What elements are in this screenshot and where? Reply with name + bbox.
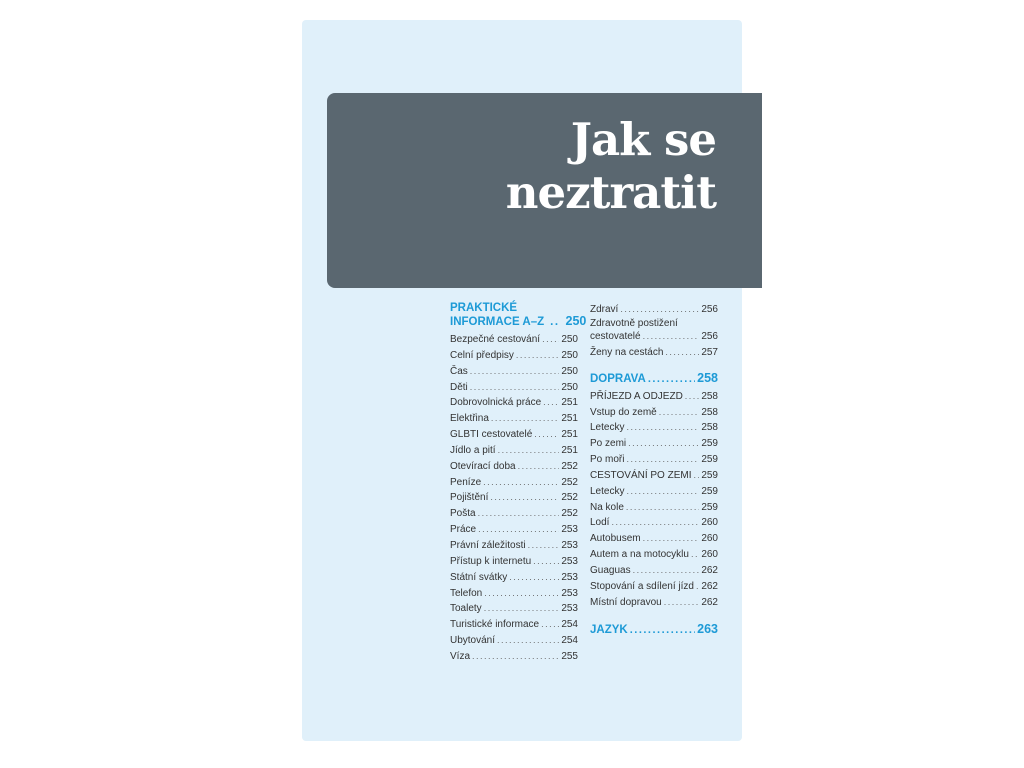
toc-dot-leader [543,395,559,410]
toc-entry-label: Děti [450,381,468,393]
toc-entry-label: Jídlo a pití [450,444,496,456]
toc-entry-page: 255 [561,650,578,662]
toc-entry-label: Celní předpisy [450,349,514,361]
toc-dot-leader [630,624,695,637]
toc-entry-label: Vstup do země [590,406,657,418]
toc-entry-label: Lodí [590,517,610,529]
toc-section-heading-line-1: PRAKTICKÉ [450,302,518,314]
toc-entry-page: 250 [561,349,578,361]
toc-entry[interactable] [590,563,718,579]
toc-entry-page: 259 [701,454,718,466]
toc-dot-leader [478,522,559,537]
toc-entry[interactable] [450,443,578,459]
toc-dot-leader [528,538,560,553]
toc-entry-label: GLBTI cestovatelé [450,429,533,441]
toc-dot-leader [626,484,699,499]
toc-entry[interactable] [590,515,718,531]
toc-entry-page: 250 [561,334,578,345]
toc-entry-label: Letecky [590,485,625,497]
toc-dot-leader [483,475,559,490]
toc-dot-leader [626,500,699,515]
toc-entry-page: 252 [561,492,578,504]
toc-entry-label: Na kole [590,501,624,513]
toc-entry-label: Stopování a sdílení jízd [590,580,694,592]
toc-entry-label-line-2: cestovatelé [590,330,641,342]
toc-entry-label: Autem a na motocyklu [590,549,689,561]
toc-entry-page: 259 [701,438,718,450]
toc-entry-page: 262 [701,564,718,576]
toc-dot-leader [620,302,699,317]
toc-entry-label: Místní dopravou [590,596,662,608]
toc-dot-leader [643,531,700,546]
toc-dot-leader [626,452,699,467]
toc-entry[interactable] [450,348,578,364]
toc-entry-label: Telefon [450,587,483,599]
toc-entry-label: Bezpečné cestování [450,334,541,345]
toc-entry[interactable] [450,411,578,427]
toc-entry[interactable] [590,302,718,318]
toc-section-page: 250 [565,314,587,328]
toc-dot-leader [470,364,560,379]
toc-entry[interactable] [590,547,718,563]
toc-entry-label: Čas [450,365,468,377]
toc-dot-leader [633,563,700,578]
toc-entry-page: 259 [701,501,718,513]
toc-entry[interactable] [450,538,578,554]
toc-entry[interactable] [450,522,578,538]
toc-dot-leader [484,601,560,616]
toc-entry-page: 260 [701,549,718,561]
toc-section-transport[interactable] [590,372,718,386]
toc-entry[interactable] [590,420,718,436]
toc-dot-leader [484,586,559,601]
toc-entry-label: Ubytování [450,635,496,647]
toc-entry[interactable] [450,490,578,506]
toc-entry[interactable] [450,649,578,665]
toc-entry[interactable] [450,332,578,348]
toc-entry[interactable] [590,468,718,484]
toc-dot-leader [478,506,560,521]
toc-entry[interactable] [450,506,578,522]
toc-dot-leader [611,515,699,530]
toc-entry-label: Toalety [450,603,482,615]
toc-entry-label: CESTOVÁNÍ PO ZEMI [590,469,692,481]
toc-entry-page: 251 [561,444,578,456]
toc-entry-label: Elektřina [450,413,489,425]
toc-entry-page: 253 [561,539,578,551]
toc-entry-list [590,389,718,611]
toc-entry-page: 253 [561,524,578,536]
toc-dot-leader [472,649,559,664]
toc-column-left [450,302,587,665]
toc-column-right [590,302,718,640]
toc-dot-leader [516,348,559,363]
toc-dot-leader [664,595,700,610]
toc-dot-leader [490,490,559,505]
toc-section-language[interactable] [590,623,718,637]
toc-entry-label: Autobusem [590,533,641,545]
toc-entry[interactable] [450,395,578,411]
toc-entry-label: Guaguas [590,564,631,576]
toc-entry[interactable] [590,531,718,547]
toc-entry-page: 259 [701,469,718,481]
toc-entry-page: 250 [561,365,578,377]
toc-dot-leader [541,617,559,632]
toc-dot-leader [694,468,700,483]
toc-entry[interactable] [450,427,578,443]
toc-entry-page: 256 [701,304,718,315]
toc-dot-leader [534,427,559,442]
toc-entry-list [450,332,578,665]
toc-dot-leader [498,443,560,458]
toc-entry-page: 260 [701,517,718,529]
toc-entry-page: 251 [561,413,578,425]
toc-entry[interactable] [450,601,578,617]
toc-dot-leader [497,633,559,648]
toc-dot-leader [691,547,699,562]
toc-entry[interactable] [590,579,718,595]
toc-entry-label: Přístup k internetu [450,555,532,567]
toc-dot-leader [696,579,699,594]
toc-entry-page: 252 [561,476,578,488]
toc-entry-page: 256 [701,330,718,342]
toc-entry-page: 253 [561,587,578,599]
toc-entry-list-continued [590,302,718,361]
toc-entry[interactable] [450,380,578,396]
toc-entry[interactable] [450,570,578,586]
toc-entry-label: Zdraví [590,304,619,315]
toc-entry-page: 258 [701,422,718,434]
toc-entry-page: 254 [561,635,578,647]
toc-entry-page: 257 [701,346,718,358]
toc-entry-label: PŘÍJEZD A ODJEZD [590,390,683,402]
toc-entry-label: Po moři [590,454,625,466]
toc-dot-leader [470,380,560,395]
toc-entry-page: 258 [701,390,718,402]
toc-dot-leader [518,459,560,474]
toc-entry[interactable] [590,595,718,611]
toc-entry-label: Po zemi [590,438,627,450]
toc-dot-leader [643,330,700,342]
toc-entry-page: 253 [561,555,578,567]
toc-dot-leader: .. [550,316,560,328]
toc-dot-leader [509,570,559,585]
toc-entry-label: Ženy na cestách [590,346,664,358]
chapter-title [506,113,716,219]
toc-entry[interactable] [590,436,718,452]
toc-entry-page: 262 [701,596,718,608]
toc-entry-page: 253 [561,603,578,615]
toc-entry-label: Peníze [450,476,482,488]
toc-entry[interactable] [450,617,578,633]
toc-entry-page: 260 [701,533,718,545]
toc-dot-leader [659,405,700,420]
toc-entry-label: Pojištění [450,492,489,504]
toc-entry-label: Pošta [450,508,476,520]
toc-entry[interactable] [590,484,718,500]
toc-entry-page: 251 [561,397,578,409]
toc-entry-label: Dobrovolnická práce [450,397,542,409]
toc-dot-leader [685,389,700,404]
toc-entry-page: 251 [561,429,578,441]
toc-entry-label: Státní svátky [450,571,508,583]
toc-entry-page: 252 [561,460,578,472]
chapter-title-line-1: Jak se [570,113,716,166]
toc-entry[interactable] [590,318,718,343]
toc-section-heading: DOPRAVA [590,372,646,385]
toc-entry-page: 254 [561,619,578,631]
toc-entry-page: 262 [701,580,718,592]
toc-entry[interactable] [590,405,718,421]
toc-entry-label: Letecky [590,422,625,434]
toc-entry-label: Otevírací doba [450,460,516,472]
toc-section-heading-line-2: INFORMACE A–Z [450,316,545,328]
toc-dot-leader [665,345,699,360]
toc-entry[interactable] [590,389,718,405]
toc-section-page: 263 [697,621,718,636]
toc-dot-leader [628,436,699,451]
toc-dot-leader [648,373,695,386]
toc-entry[interactable] [590,500,718,516]
toc-entry[interactable] [450,475,578,491]
toc-dot-leader [542,332,559,347]
toc-entry-label: Víza [450,650,471,662]
toc-entry-label-line-1: Zdravotně postižení [590,317,678,329]
toc-section-practical[interactable] [450,302,587,329]
chapter-title-band [327,93,762,288]
toc-entry-page: 259 [701,485,718,497]
toc-section-heading: JAZYK [590,623,628,636]
toc-entry-page: 258 [701,406,718,418]
toc-entry[interactable] [590,345,718,361]
toc-dot-leader [491,411,559,426]
toc-entry[interactable] [450,554,578,570]
toc-entry[interactable] [590,452,718,468]
toc-entry-label: Práce [450,524,477,536]
toc-section-page: 258 [697,370,718,385]
toc-dot-leader [626,420,699,435]
toc-entry[interactable] [450,633,578,649]
toc-entry-page: 252 [561,508,578,520]
toc-entry[interactable] [450,586,578,602]
chapter-title-line-2: neztratit [505,166,716,219]
toc-entry[interactable] [450,459,578,475]
toc-entry-label: Turistické informace [450,619,540,631]
toc-entry-page: 253 [561,571,578,583]
toc-entry[interactable] [450,364,578,380]
toc-entry-page: 250 [561,381,578,393]
toc-dot-leader [533,554,559,569]
toc-entry-label: Právní záležitosti [450,539,526,551]
